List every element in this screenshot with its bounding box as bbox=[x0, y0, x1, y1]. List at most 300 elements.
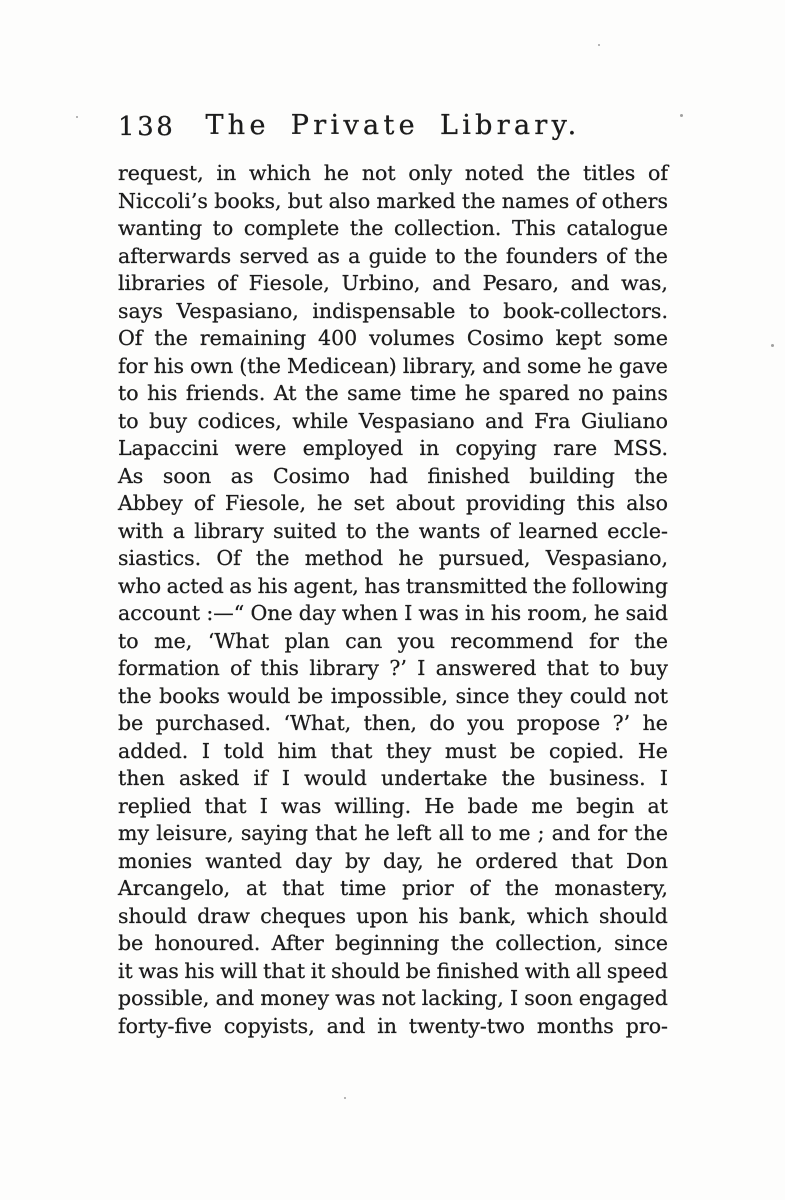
word: I bbox=[659, 766, 668, 790]
word: eccle- bbox=[607, 518, 668, 543]
word: of bbox=[575, 188, 596, 213]
text-line bbox=[118, 656, 668, 684]
word: book-collectors. bbox=[503, 298, 668, 323]
word: can bbox=[345, 628, 383, 653]
text-line bbox=[118, 794, 668, 822]
word: copying bbox=[455, 436, 537, 460]
word: and bbox=[326, 1013, 366, 1038]
word: method bbox=[304, 546, 384, 570]
word: he bbox=[323, 161, 350, 185]
word: I bbox=[509, 986, 519, 1010]
word: asked bbox=[178, 766, 240, 790]
text-line bbox=[118, 711, 668, 739]
scan-speck bbox=[680, 114, 683, 117]
word: the bbox=[536, 161, 571, 185]
word: library bbox=[194, 518, 264, 543]
word: that bbox=[570, 848, 613, 873]
word: has bbox=[364, 573, 401, 598]
word: request, bbox=[118, 161, 204, 185]
word: to bbox=[599, 656, 620, 680]
word: I bbox=[281, 766, 290, 790]
word: left bbox=[396, 821, 432, 845]
word: some bbox=[526, 353, 582, 378]
word: honoured. bbox=[154, 931, 261, 955]
word: it bbox=[118, 958, 133, 983]
body-text bbox=[118, 161, 668, 1041]
word: ‘What, bbox=[283, 711, 352, 735]
word: and bbox=[485, 408, 524, 433]
word: marked bbox=[376, 188, 456, 213]
word: Of bbox=[216, 546, 241, 570]
word: the bbox=[118, 683, 152, 708]
word: when bbox=[341, 601, 398, 625]
word: copied. bbox=[548, 738, 625, 763]
word: it bbox=[310, 958, 326, 983]
word: this bbox=[260, 656, 299, 680]
word: He bbox=[424, 793, 455, 818]
word: he bbox=[398, 546, 424, 570]
scan-speck bbox=[771, 344, 774, 347]
text-line bbox=[118, 326, 668, 354]
word: if bbox=[253, 766, 268, 790]
word: and bbox=[482, 353, 521, 378]
running-title: The Private Library. bbox=[205, 110, 581, 141]
word: recommend bbox=[450, 628, 574, 653]
word: served bbox=[239, 243, 309, 268]
word: others bbox=[601, 188, 668, 213]
word: pursued, bbox=[438, 546, 531, 570]
text-line bbox=[118, 931, 668, 959]
word: soon bbox=[524, 986, 573, 1010]
word: would bbox=[227, 683, 291, 708]
word: learned bbox=[518, 518, 598, 543]
word: Medicean) bbox=[286, 353, 397, 378]
word: that bbox=[330, 738, 373, 763]
word: Don bbox=[626, 848, 668, 873]
word: as bbox=[230, 463, 254, 488]
word: following bbox=[572, 573, 668, 598]
text-line bbox=[118, 189, 668, 217]
word: library bbox=[309, 656, 379, 680]
word: :—“ bbox=[206, 601, 245, 625]
word: not bbox=[634, 683, 668, 708]
word: you bbox=[397, 628, 435, 653]
word: engaged bbox=[578, 986, 668, 1010]
word: with bbox=[524, 958, 571, 983]
word: be bbox=[405, 958, 431, 983]
word: names bbox=[501, 188, 570, 213]
word: purchased. bbox=[155, 711, 272, 735]
word: for bbox=[589, 628, 619, 653]
word: a bbox=[172, 518, 185, 543]
word: also bbox=[328, 188, 371, 213]
word: of bbox=[193, 491, 214, 515]
text-line bbox=[118, 629, 668, 657]
word: Giuliano bbox=[580, 408, 668, 433]
word: siastics. bbox=[118, 546, 202, 570]
word: a bbox=[348, 243, 361, 268]
text-line bbox=[118, 986, 668, 1014]
word: draw bbox=[197, 903, 250, 928]
word: He bbox=[637, 738, 668, 763]
word: do bbox=[429, 711, 455, 735]
word: they bbox=[517, 683, 563, 708]
word: finished bbox=[436, 958, 520, 983]
word: ordered bbox=[475, 848, 558, 873]
word: spared bbox=[498, 381, 570, 405]
word: and bbox=[432, 271, 471, 295]
text-line bbox=[118, 354, 668, 382]
word: his bbox=[418, 903, 449, 928]
word: his bbox=[184, 958, 215, 983]
word: months bbox=[536, 1013, 614, 1038]
word: with bbox=[118, 518, 164, 543]
word: said bbox=[625, 601, 668, 625]
word: me, bbox=[154, 628, 193, 653]
word: in bbox=[377, 1013, 397, 1038]
word: was bbox=[281, 793, 322, 818]
word: buy bbox=[149, 408, 188, 433]
text-line bbox=[118, 876, 668, 904]
word: of bbox=[489, 518, 510, 543]
word: he bbox=[642, 711, 668, 735]
text-line bbox=[118, 684, 668, 712]
word: twenty-two bbox=[408, 1013, 525, 1038]
word: was bbox=[335, 986, 376, 1010]
word: books bbox=[159, 683, 220, 708]
word: of bbox=[217, 271, 237, 295]
text-line bbox=[118, 381, 668, 409]
word: This bbox=[511, 216, 556, 240]
word: pains bbox=[612, 381, 668, 405]
text-line bbox=[118, 546, 668, 574]
word: ?’ bbox=[612, 711, 631, 735]
word: I bbox=[259, 793, 268, 818]
word: of bbox=[648, 161, 668, 185]
text-line bbox=[118, 299, 668, 327]
word: undertake bbox=[381, 766, 488, 790]
word: 400 bbox=[318, 326, 358, 350]
word: replied bbox=[118, 793, 192, 818]
word: which bbox=[526, 903, 589, 928]
word: to bbox=[118, 628, 139, 653]
word: was bbox=[138, 958, 179, 983]
word: he bbox=[464, 381, 491, 405]
word: not bbox=[381, 986, 416, 1010]
text-line bbox=[118, 491, 668, 519]
word: to bbox=[118, 381, 139, 405]
word: money bbox=[260, 986, 330, 1010]
word: kept bbox=[555, 326, 602, 350]
word: I bbox=[201, 738, 211, 763]
word: this bbox=[576, 491, 616, 515]
word: the bbox=[461, 188, 496, 213]
text-line bbox=[118, 766, 668, 794]
word: since bbox=[455, 683, 510, 708]
word: indispensable bbox=[312, 298, 456, 323]
word: me bbox=[498, 821, 531, 845]
word: while bbox=[292, 408, 349, 433]
word: account bbox=[118, 601, 201, 625]
word: ?’ bbox=[389, 656, 407, 680]
word: I bbox=[404, 601, 413, 625]
word: rare bbox=[553, 436, 598, 460]
word: set bbox=[353, 491, 385, 515]
word: forty-five bbox=[118, 1013, 212, 1038]
scan-speck bbox=[76, 116, 78, 118]
word: since bbox=[614, 931, 668, 955]
word: complete bbox=[243, 216, 340, 240]
word: books, bbox=[214, 188, 282, 213]
word: says bbox=[118, 298, 163, 323]
text-line bbox=[118, 821, 668, 849]
word: wanted bbox=[205, 848, 282, 873]
word: and bbox=[551, 821, 591, 845]
text-line bbox=[118, 161, 668, 189]
word: told bbox=[223, 738, 264, 763]
word: guide bbox=[368, 243, 427, 268]
word: be bbox=[118, 931, 144, 955]
scan-speck bbox=[598, 44, 600, 46]
text-line bbox=[118, 409, 668, 437]
word: founders bbox=[505, 243, 598, 268]
word: of bbox=[606, 243, 627, 268]
word: buy bbox=[630, 656, 668, 680]
word: could bbox=[569, 683, 627, 708]
word: upon bbox=[356, 903, 409, 928]
word: leisure, bbox=[156, 821, 234, 845]
word: Fiesole, bbox=[248, 271, 330, 295]
word: gave bbox=[618, 353, 668, 378]
scan-speck bbox=[344, 1097, 346, 1099]
page-header bbox=[118, 111, 668, 143]
word: of bbox=[230, 656, 251, 680]
word: soon bbox=[162, 463, 212, 488]
word: the bbox=[634, 821, 668, 845]
text-line bbox=[118, 849, 668, 877]
word: that bbox=[263, 958, 306, 983]
word: the bbox=[450, 931, 485, 955]
word: libraries bbox=[118, 271, 206, 295]
word: bade bbox=[467, 793, 519, 818]
word: had bbox=[369, 463, 408, 488]
text-line bbox=[118, 271, 668, 299]
word: who bbox=[118, 573, 162, 598]
text-line bbox=[118, 959, 668, 987]
word: the bbox=[501, 766, 536, 790]
word: Pesaro, bbox=[482, 271, 559, 295]
word: to bbox=[471, 821, 492, 845]
word: friends. bbox=[185, 381, 266, 405]
word: my bbox=[118, 821, 150, 845]
word: beginning bbox=[335, 931, 440, 955]
word: his bbox=[153, 353, 185, 378]
word: he bbox=[317, 491, 343, 515]
word: begin bbox=[576, 793, 635, 818]
word: was, bbox=[621, 271, 668, 295]
word: to bbox=[346, 518, 367, 543]
word: One bbox=[250, 601, 293, 625]
word: Niccoli’s bbox=[118, 188, 208, 213]
word: codices, bbox=[197, 408, 282, 433]
word: same bbox=[347, 381, 402, 405]
word: he bbox=[594, 601, 620, 625]
word: to bbox=[118, 408, 139, 433]
word: Of bbox=[118, 326, 143, 350]
word: about bbox=[395, 491, 455, 515]
word: Cosimo bbox=[273, 463, 350, 488]
word: As bbox=[118, 463, 144, 488]
word: his bbox=[490, 601, 522, 625]
word: answered bbox=[435, 656, 537, 680]
word: should bbox=[331, 958, 401, 983]
word: finished bbox=[427, 463, 510, 488]
word: I bbox=[417, 656, 426, 680]
word: Urbino, bbox=[341, 271, 421, 295]
word: and bbox=[570, 271, 610, 295]
word: me bbox=[531, 793, 563, 818]
word: Abbey bbox=[118, 491, 183, 515]
word: cheques bbox=[260, 903, 346, 928]
word: employed bbox=[302, 436, 404, 460]
word: he bbox=[436, 848, 463, 873]
word: no bbox=[578, 381, 604, 405]
word: at bbox=[245, 876, 267, 900]
word: business. bbox=[549, 766, 646, 790]
word: impossible, bbox=[330, 683, 449, 708]
word: MSS. bbox=[613, 436, 668, 460]
word: his bbox=[147, 381, 178, 405]
word: day bbox=[294, 848, 332, 873]
word: Fra bbox=[534, 408, 571, 433]
word: remaining bbox=[199, 326, 307, 350]
word: would bbox=[304, 766, 367, 790]
word: acted bbox=[166, 573, 224, 598]
word: not bbox=[361, 161, 396, 185]
word: Vespasiano, bbox=[545, 546, 668, 570]
word: were bbox=[234, 436, 287, 460]
word: titles bbox=[583, 161, 636, 185]
word: formation bbox=[118, 656, 220, 680]
word: room, bbox=[527, 601, 588, 625]
text-line bbox=[118, 244, 668, 272]
word: him bbox=[277, 738, 317, 763]
word: was bbox=[418, 601, 459, 625]
word: ; bbox=[537, 821, 545, 845]
text-line bbox=[118, 739, 668, 767]
word: added. bbox=[118, 738, 189, 763]
word: Cosimo bbox=[466, 326, 544, 350]
text-line bbox=[118, 574, 668, 602]
word: transmitted bbox=[405, 573, 528, 598]
word: that bbox=[546, 656, 589, 680]
word: the bbox=[634, 463, 668, 488]
word: afterwards bbox=[118, 243, 232, 268]
word: Vespasiano bbox=[358, 408, 475, 433]
word: (the bbox=[239, 353, 281, 378]
word: Vespasiano, bbox=[176, 298, 299, 323]
word: he bbox=[587, 353, 613, 378]
word: by bbox=[345, 848, 370, 873]
word: for bbox=[118, 353, 148, 378]
word: speed bbox=[606, 958, 668, 983]
word: time bbox=[339, 876, 387, 900]
text-line bbox=[118, 216, 668, 244]
word: in bbox=[419, 436, 440, 460]
word: also bbox=[626, 491, 668, 515]
word: but bbox=[287, 188, 323, 213]
word: bank, bbox=[458, 903, 517, 928]
word: copyists, bbox=[223, 1013, 315, 1038]
word: the bbox=[375, 518, 410, 543]
word: collection. bbox=[393, 216, 502, 240]
word: to bbox=[435, 243, 456, 268]
text-line bbox=[118, 601, 668, 629]
word: library, bbox=[402, 353, 477, 378]
word: should bbox=[118, 903, 187, 928]
text-line bbox=[118, 904, 668, 932]
word: agent, bbox=[293, 573, 359, 598]
word: at bbox=[647, 793, 668, 818]
word: the bbox=[305, 381, 339, 405]
word: lacking, bbox=[421, 986, 504, 1010]
word: as bbox=[317, 243, 340, 268]
word: only bbox=[408, 161, 453, 185]
word: collection, bbox=[495, 931, 603, 955]
word: and bbox=[215, 986, 255, 1010]
word: of bbox=[469, 876, 490, 900]
word: the bbox=[505, 876, 539, 900]
word: should bbox=[598, 903, 668, 928]
word: propose bbox=[516, 711, 601, 735]
word: providing bbox=[466, 491, 566, 515]
word: which bbox=[248, 161, 311, 185]
word: possible, bbox=[118, 986, 210, 1010]
word: ‘What bbox=[207, 628, 270, 653]
word: day, bbox=[382, 848, 424, 873]
word: his bbox=[257, 573, 288, 598]
word: Fiesole, bbox=[225, 491, 306, 515]
word: the bbox=[634, 243, 668, 268]
word: for bbox=[597, 821, 628, 845]
word: day bbox=[298, 601, 336, 625]
word: monastery, bbox=[554, 876, 668, 900]
word: that bbox=[315, 821, 358, 845]
word: he bbox=[364, 821, 390, 845]
word: wants bbox=[418, 518, 481, 543]
text-line bbox=[118, 519, 668, 547]
word: you bbox=[467, 711, 505, 735]
word: that bbox=[204, 793, 247, 818]
word: then bbox=[118, 766, 165, 790]
word: all bbox=[575, 958, 602, 983]
word: plan bbox=[284, 628, 330, 653]
word: be bbox=[118, 711, 144, 735]
word: prior bbox=[402, 876, 454, 900]
word: Lapaccini bbox=[118, 436, 219, 460]
page-number: 138 bbox=[118, 112, 176, 142]
text-line bbox=[118, 464, 668, 492]
word: pro- bbox=[625, 1013, 668, 1038]
word: as bbox=[229, 573, 253, 598]
word: to bbox=[212, 216, 234, 240]
word: monies bbox=[118, 848, 193, 873]
word: they bbox=[386, 738, 432, 763]
word: in bbox=[464, 601, 485, 625]
word: own bbox=[190, 353, 234, 378]
word: the bbox=[634, 628, 668, 653]
word: to bbox=[468, 298, 490, 323]
